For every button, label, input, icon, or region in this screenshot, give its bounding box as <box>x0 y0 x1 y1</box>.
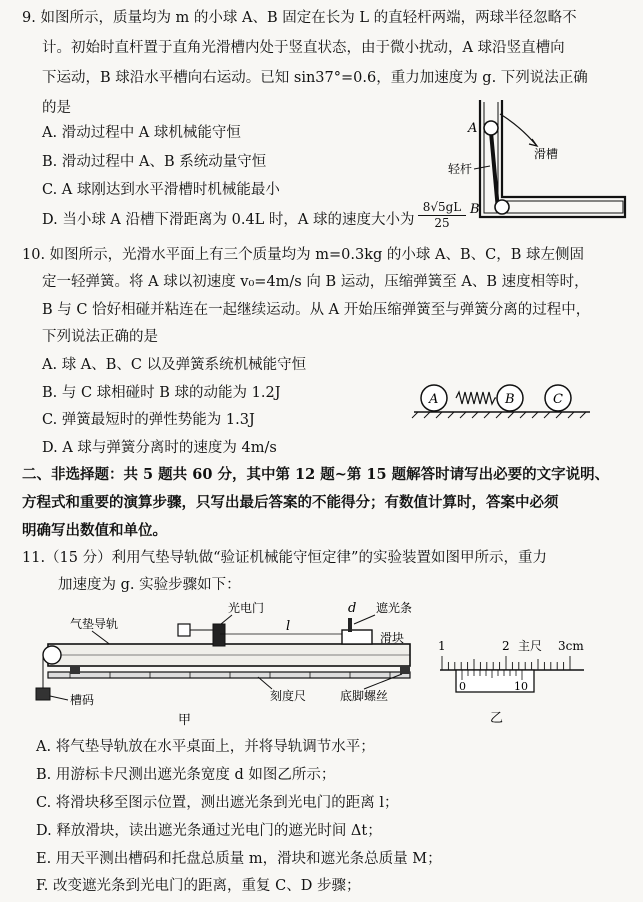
rod-label: 轻杆 <box>448 162 473 176</box>
d-label: d <box>348 601 357 616</box>
ball-a-circle <box>484 121 498 135</box>
main-tick-1: 1 <box>438 639 446 653</box>
q9-stem-line-2: 计。初始时直杆置于直角光滑槽内处于竖直状态，由于微小扰动，A 球沿竖直槽向 <box>42 40 565 56</box>
q11-air-track-figure <box>30 600 430 728</box>
q10-option-c: C. 弹簧最短时的弹性势能为 1.3J <box>42 412 255 428</box>
q11-step-d: D. 释放滑块，读出遮光条通过光电门的遮光时间 Δt； <box>36 823 382 839</box>
q9-stem-line-4: 的是 <box>42 100 71 116</box>
ruler-label: 刻度尺 <box>270 689 307 703</box>
weight-label: 槽码 <box>70 693 95 707</box>
shading-strip-label: 遮光条 <box>376 601 413 615</box>
q11-vernier-figure <box>434 636 594 728</box>
q9-option-d: D. 当小球 A 沿槽下滑距离为 0.4L 时，A 球的速度大小为 <box>42 212 415 228</box>
figure-jia-caption: 甲 <box>178 713 192 728</box>
q10-option-a: A. 球 A、B、C 以及弹簧系统机械能守恒 <box>42 357 307 373</box>
main-tick-3: 3cm <box>558 639 584 653</box>
section2-line-2: 方程式和重要的演算步骤，只写出最后答案的不能得分；有数值计算时，答案中必须 <box>22 494 559 511</box>
q11-step-a: A. 将气垫导轨放在水平桌面上，并将导轨调节水平； <box>36 739 375 755</box>
main-scale-label: 主尺 <box>518 639 543 653</box>
section2-line-3: 明确写出数值和单位。 <box>22 522 167 539</box>
q9-stem-line-3: 下运动，B 球沿水平槽向右运动。已知 sin37°=0.6，重力加速度为 g. 下列说法正确 <box>42 70 588 86</box>
foot-screw-label: 底脚螺丝 <box>340 689 389 703</box>
photogate-label: 光电门 <box>228 601 265 615</box>
q11-step-b: B. 用游标卡尺测出遮光条宽度 d 如图乙所示； <box>36 767 336 783</box>
q9-stem-line-1: 9. 如图所示，质量均为 m 的小球 A、B 固定在长为 L 的直轻杆两端，两球半径忽略不 <box>22 10 577 26</box>
spring <box>456 392 496 404</box>
q10-option-b: B. 与 C 球相碰时 B 球的动能为 1.2J <box>42 385 281 401</box>
shading-strip <box>348 618 352 632</box>
q9-option-c: C. A 球刚达到水平滑槽时机械能最小 <box>42 182 280 198</box>
ball-b-circle <box>495 200 509 214</box>
photogate <box>213 624 225 646</box>
q9-option-a: A. 滑动过程中 A 球机械能守恒 <box>42 125 241 141</box>
q11-step-e: E. 用天平测出槽码和托盘总质量 m，滑块和遮光条总质量 M； <box>36 851 442 867</box>
groove-label: 滑槽 <box>534 147 559 161</box>
ball-a-label: A <box>429 392 439 407</box>
fraction-denominator: 25 <box>434 216 450 230</box>
foot-screw <box>400 666 410 674</box>
vernier-tick-0: 0 <box>459 680 466 693</box>
l-label: l <box>286 619 291 634</box>
q9-option-b: B. 滑动过程中 A、B 系统动量守恒 <box>42 154 267 170</box>
section2-line-1: 二、非选择题：共 5 题共 60 分，其中第 12 题~第 15 题解答时请写出必要的文字说明、 <box>22 466 610 483</box>
slider-label: 滑块 <box>380 631 405 645</box>
q10-stem-line-3: B 与 C 恰好相碰并粘连在一起继续运动。从 A 开始压缩弹簧至与弹簧分离的过程中， <box>42 302 591 318</box>
q10-stem-line-4: 下列说法正确的是 <box>42 329 158 345</box>
weight <box>36 688 50 700</box>
q11-step-f: F. 改变遮光条到光电门的距离，重复 C、D 步骤； <box>36 878 361 894</box>
q10-stem-line-2: 定一轻弹簧。将 A 球以初速度 v₀=4m/s 向 B 运动，压缩弹簧至 A、B 速度相等时， <box>42 274 589 290</box>
pulley <box>43 646 61 664</box>
ball-c-label: C <box>553 392 563 407</box>
ball-a-label: A <box>468 121 478 136</box>
fraction-numerator: 8√5gL <box>418 200 466 216</box>
q11-stem-line-1: 11.（15 分）利用气垫导轨做“验证机械能守恒定律”的实验装置如图甲所示，重力 <box>22 550 547 566</box>
q9-groove-figure <box>440 92 630 232</box>
ball-b-label: B <box>505 392 515 407</box>
q10-balls-figure <box>406 372 596 420</box>
main-tick-2: 2 <box>502 639 510 653</box>
q10-option-d: D. A 球与弹簧分离时的速度为 4m/s <box>42 440 277 456</box>
q11-step-c: C. 将滑块移至图示位置，测出遮光条到光电门的距离 l； <box>36 795 399 811</box>
q11-stem-line-2: 加速度为 g. 实验步骤如下： <box>58 577 241 593</box>
slider <box>342 630 372 644</box>
q10-stem-line-1: 10. 如图所示，光滑水平面上有三个质量均为 m=0.3kg 的小球 A、B、C，B 球左侧固 <box>22 247 585 263</box>
ruler <box>48 672 410 678</box>
vernier-tick-10: 10 <box>514 680 528 693</box>
air-track-label: 气垫导轨 <box>70 617 119 631</box>
figure-yi-caption: 乙 <box>490 711 504 726</box>
ball-b-label: B <box>470 202 480 217</box>
